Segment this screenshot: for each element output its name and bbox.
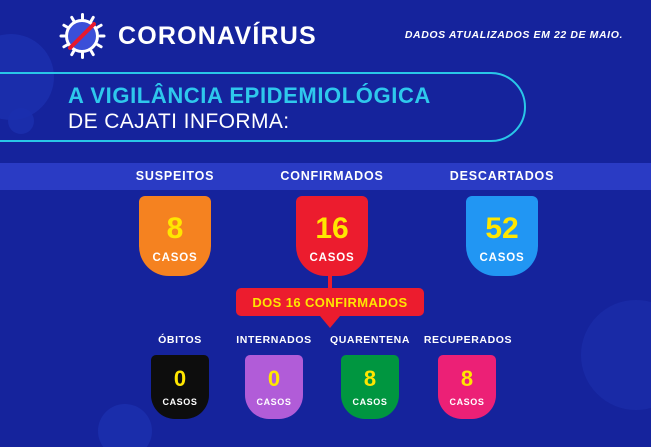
substat-label-internados: INTERNADOS [236,334,312,346]
virus-decoration-right-icon [581,300,651,410]
confirmed-breakdown-banner: DOS 16 CONFIRMADOS [236,288,424,316]
substat-label-quarentena: QUARENTENA [329,334,411,346]
stat-unit-descartados: CASOS [479,252,525,264]
virus-decoration-bottom-icon [98,404,152,447]
stat-card-descartados [466,196,538,276]
substat-card-internados [245,355,303,419]
substat-value-quarentena: 8 [363,366,377,391]
substat-card-recuperados [438,355,496,419]
substat-value-obitos: 0 [173,366,187,391]
title-line-1: A VIGILÂNCIA EPIDEMIOLÓGICA [68,83,431,108]
title-line-2: DE CAJATI INFORMA: [68,110,290,133]
stat-label-descartados: DESCARTADOS [449,169,555,183]
stat-card-confirmados [296,196,368,276]
substat-unit-obitos: CASOS [162,397,198,407]
stat-card-suspeitos [139,196,211,276]
logo-text: CORONAVÍRUS [118,21,317,50]
substat-unit-recuperados: CASOS [449,397,485,407]
stat-unit-confirmados: CASOS [309,252,355,264]
substat-label-recuperados: RECUPERADOS [423,334,513,346]
stat-label-suspeitos: SUSPEITOS [135,169,215,183]
header [0,0,651,70]
coronavirus-icon [60,14,104,58]
substat-card-obitos [151,355,209,419]
substat-unit-quarentena: CASOS [352,397,388,407]
stat-unit-suspeitos: CASOS [152,252,198,264]
stat-value-confirmados: 16 [315,212,349,245]
substat-card-quarentena [341,355,399,419]
stat-label-confirmados: CONFIRMADOS [280,169,384,183]
substat-unit-internados: CASOS [256,397,292,407]
substat-label-obitos: ÓBITOS [158,334,202,346]
connector-arrow-icon [320,316,340,328]
substat-value-recuperados: 8 [460,366,474,391]
stat-value-suspeitos: 8 [166,212,184,245]
substat-value-internados: 0 [267,366,281,391]
logo-block [60,14,317,58]
stat-value-descartados: 52 [485,212,519,245]
update-note: DADOS ATUALIZADOS EM 22 DE MAIO. [404,29,623,41]
